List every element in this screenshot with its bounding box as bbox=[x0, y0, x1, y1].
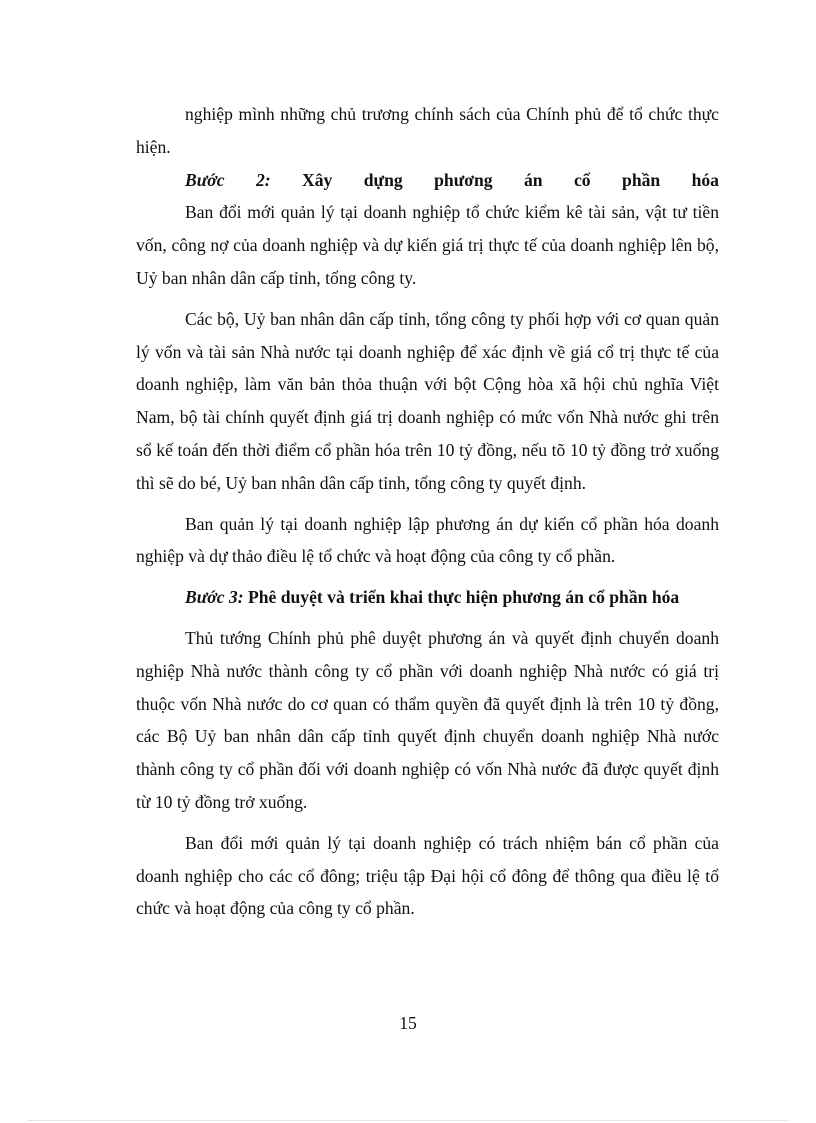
footer-divider bbox=[28, 1120, 788, 1121]
heading-step-3 bbox=[136, 581, 719, 614]
step-2-title: Xây dựng phương án cổ phần hóa bbox=[302, 169, 719, 190]
page-number: 15 bbox=[399, 1013, 417, 1033]
step-3-label: Bước 3: bbox=[185, 587, 244, 608]
step-3-title: Phê duyệt và triển khai thực hiện phương án cổ phần hóa bbox=[248, 587, 680, 608]
heading-step-2 bbox=[136, 164, 719, 197]
step-2-label: Bước 2: bbox=[185, 169, 271, 190]
paragraph-share-sale: Ban đổi mới quản lý tại doanh nghiệp có trách nhiệm bán cổ phần của doanh nghiệp cho các cổ đông; triệu tập Đại hội cổ đông để thông qua điều lệ tổ chức và hoạt động của công ty cổ phần. bbox=[136, 832, 719, 919]
paragraph-plan-draft: Ban quản lý tại doanh nghiệp lập phương án dự kiến cổ phần hóa doanh nghiệp và dự thảo điều lệ tổ chức và hoạt động của công ty cổ phần. bbox=[136, 513, 719, 567]
body-text bbox=[136, 98, 719, 925]
paragraph-continuation: nghiệp mình những chủ trương chính sách của Chính phủ để tổ chức thực hiện. bbox=[136, 104, 719, 157]
paragraph-inventory: Ban đổi mới quản lý tại doanh nghiệp tổ chức kiểm kê tài sản, vật tư tiền vốn, công nợ của doanh nghiệp và dự kiến giá trị thực tế của doanh nghiệp lên bộ, Uỷ ban nhân dân cấp tỉnh, tổng công ty. bbox=[136, 202, 719, 288]
paragraph-approval: Thủ tướng Chính phủ phê duyệt phương án và quyết định chuyển doanh nghiệp Nhà nước thành công ty cổ phần với doanh nghiệp Nhà nước có giá trị thuộc vốn Nhà nước do cơ quan có thẩm quyền đã quyết định là trên 10 tỷ đồng, các Bộ Uỷ ban nhân dân cấp tỉnh quyết định chuyển doanh nghiệp Nhà nước thành công ty cổ phần đối với doanh nghiệp có vốn Nhà nước đã được quyết định từ 10 tỷ đồng trở xuống. bbox=[136, 627, 719, 812]
paragraph-valuation: Các bộ, Uỷ ban nhân dân cấp tỉnh, tổng công ty phối hợp với cơ quan quản lý vốn và tài sản Nhà nước tại doanh nghiệp để xác định về giá cổ trị thực tế của doanh nghiệp, làm văn bản thỏa thuận với bột Cộng hòa xã hội chủ nghĩa Việt Nam, bộ tài chính quyết định giá trị doanh nghiệp có mức vốn Nhà nước ghi trên sổ kế toán đến thời điểm cổ phần hóa trên 10 tỷ đồng, nếu tõ 10 tỷ đồng trở xuống thì sẽ do bé, Uỷ ban nhân dân cấp tỉnh, tổng công ty quyết định. bbox=[136, 308, 719, 493]
